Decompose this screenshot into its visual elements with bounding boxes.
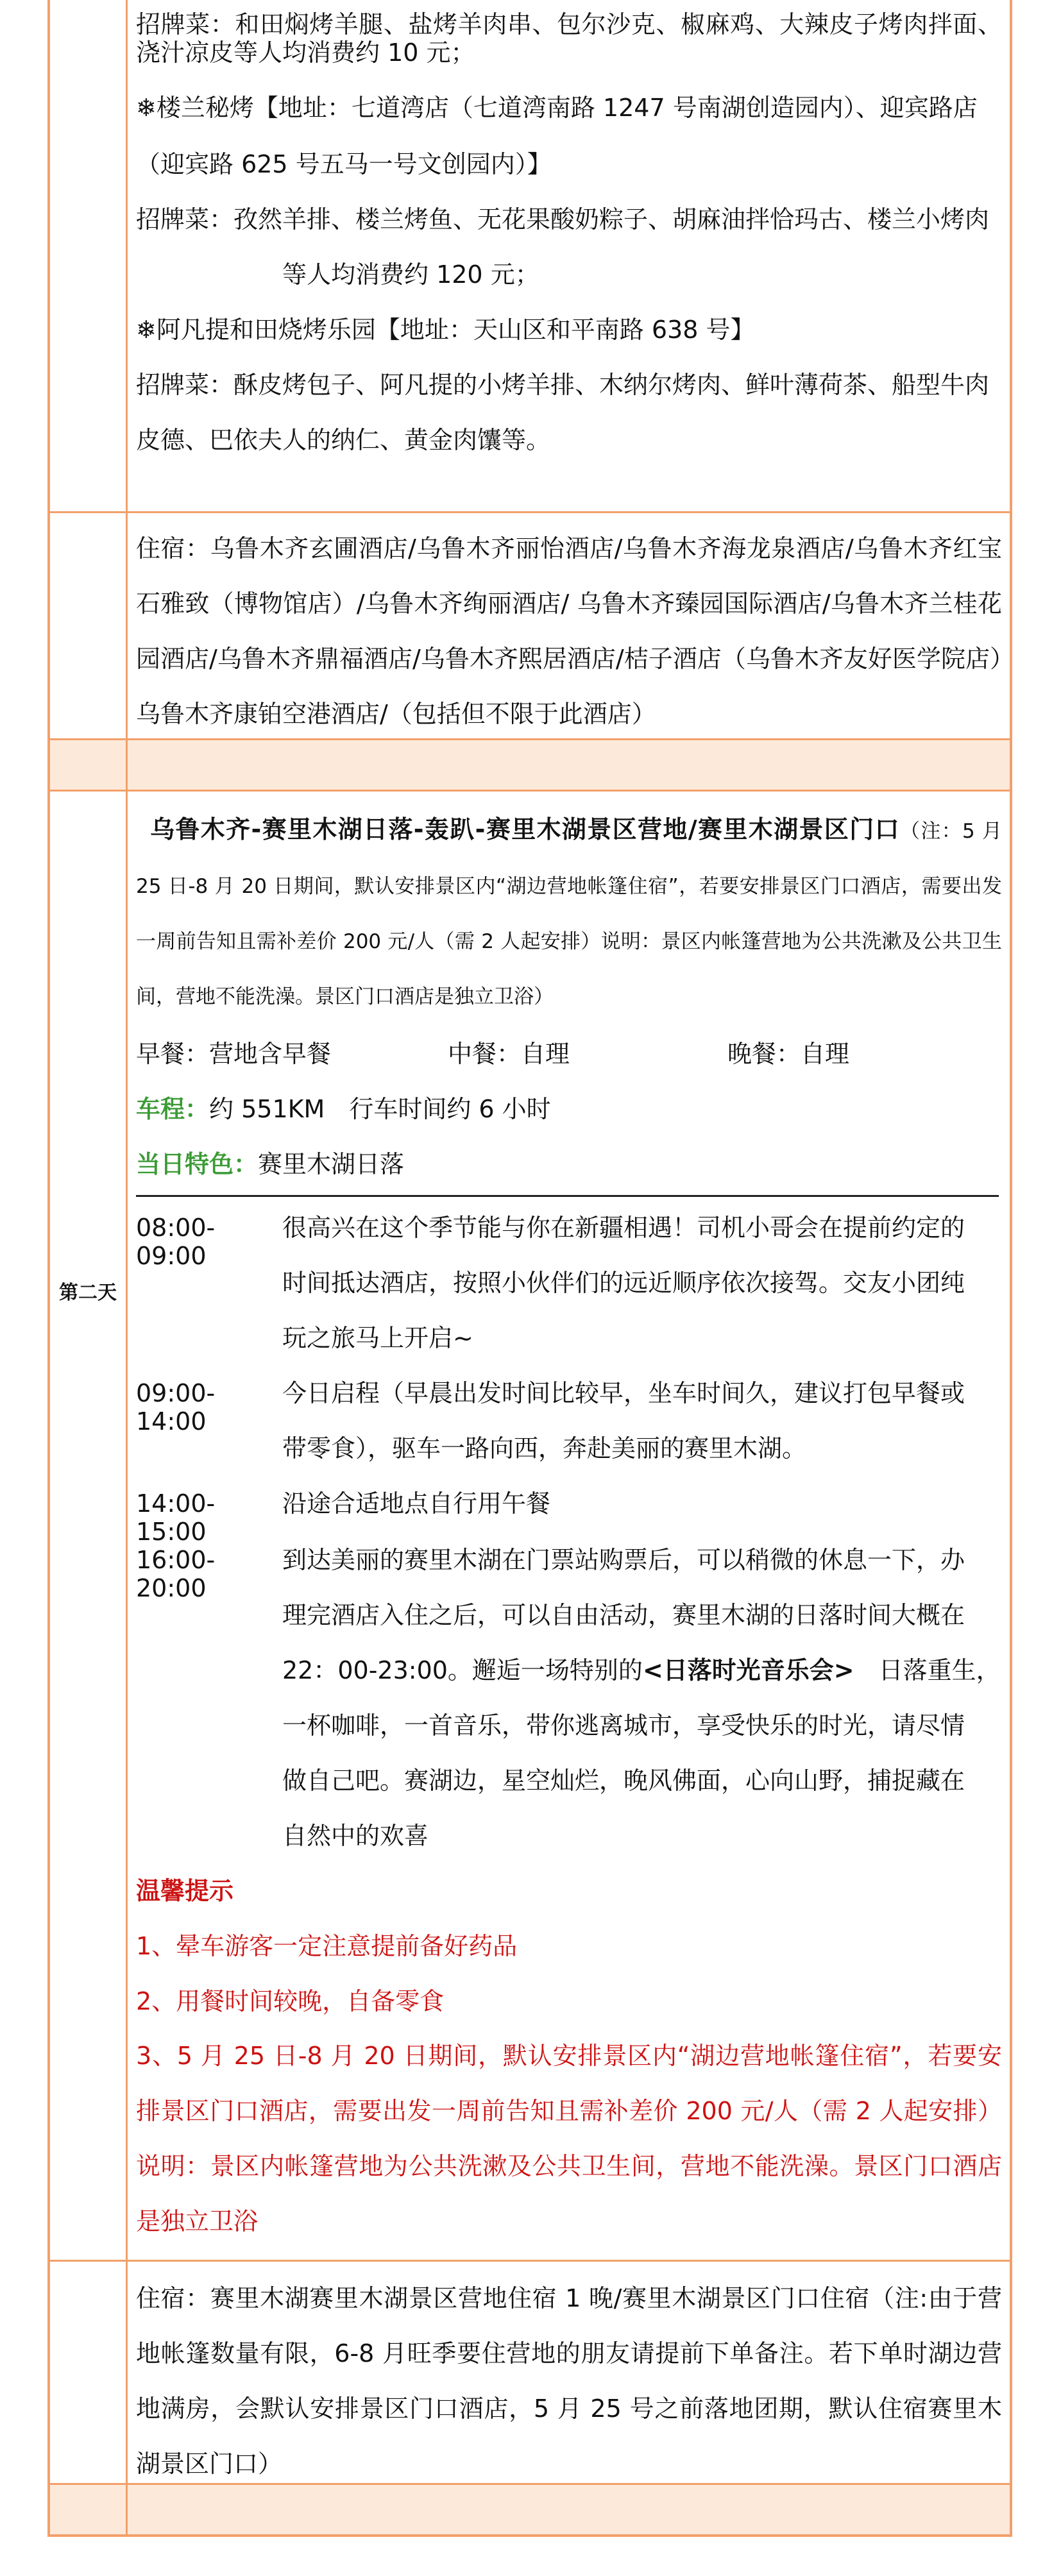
- row-divider: [47, 790, 1012, 792]
- previous-day-restaurants: [136, 10, 1002, 481]
- sunset-time-text: 22：00-23:00。邂逅一场特别的: [282, 1656, 643, 1684]
- highlight-row: [136, 1150, 1002, 1178]
- row-divider: [47, 511, 1012, 513]
- highlight-label: 当日特色：: [136, 1150, 259, 1178]
- day2-hotel: [136, 2271, 1002, 2491]
- timeline-line: 玩之旅马上开启~: [282, 1324, 473, 1352]
- timeline-line-concert: [282, 1656, 1002, 1684]
- timeline-line: 很高兴在这个季节能与你在新疆相遇！司机小哥会在提前约定的: [282, 1214, 965, 1242]
- timeline-time: 08:00-09:00: [136, 1214, 216, 1270]
- table-column-divider-overlay: [126, 0, 128, 2537]
- day2-hotel-text: 住宿：赛里木湖赛里木湖景区营地住宿 1 晚/赛里木湖景区门口住宿（注:由于营地帐篷数量有限，6-8 月旺季要住营地的朋友请提前下单备注。若下单时湖边营地满房，会默认安排景区门口酒店，5 月 25 号之前落地团期，默认住宿赛里木湖景区门口）: [136, 2284, 1002, 2478]
- day2-itinerary: [136, 802, 1002, 2276]
- breakfast: 早餐：营地含早餐: [136, 1040, 332, 1068]
- timeline-line: 时间抵达酒店，按照小伙伴们的远近顺序依次接驾。交友小团纯: [282, 1269, 965, 1297]
- timeline-line: 做自己吧。赛湖边，星空灿烂，晚风佛面，心向山野，捕捉藏在: [282, 1767, 965, 1795]
- route-title: 乌鲁木齐-赛里木湖日落-轰趴-赛里木湖景区营地/赛里木湖景区门口: [150, 815, 900, 843]
- route-block: [136, 802, 1002, 1024]
- timeline-item: [136, 1379, 1002, 1489]
- tips-title: 温馨提示: [136, 1877, 234, 1905]
- concert-name: <日落时光音乐会>: [642, 1656, 854, 1684]
- timeline-line: 一杯咖啡，一首音乐，带你逃离城市，享受快乐的时光，请尽情: [282, 1711, 965, 1740]
- timeline-line: 到达美丽的赛里木湖在门票站购票后，可以稍微的休息一下，办: [282, 1546, 965, 1574]
- separator-row: [50, 740, 1010, 790]
- highlight-value: 赛里木湖日落: [258, 1150, 405, 1178]
- distance-row: [136, 1095, 1002, 1123]
- sunset-rebirth-text: 日落重生，: [854, 1656, 1001, 1684]
- dinner: 晚餐：自理: [727, 1040, 850, 1068]
- lunch: 中餐：自理: [448, 1040, 570, 1068]
- specialty-dishes-2b: 等人均消费约 120 元；: [282, 260, 539, 289]
- timeline-item: [136, 1214, 1002, 1379]
- timeline-line: 理完酒店入住之后，可以自由活动，赛里木湖的日落时间大概在: [282, 1601, 965, 1629]
- tip-1: 1、晕车游客一定注意提前备好药品: [136, 1932, 518, 1960]
- specialty-dishes-3b: 皮德、巴依夫人的纳仁、黄金肉馕等。: [136, 426, 551, 454]
- restaurant-afanti: ❄阿凡提和田烧烤乐园【地址：天山区和平南路 638 号】: [136, 316, 755, 344]
- timeline-time: 14:00-15:00: [136, 1489, 216, 1546]
- timeline-time: 16:00-20:00: [136, 1546, 216, 1602]
- timeline-item: [136, 1546, 1002, 1877]
- distance-value: 约 551KM 行车时间约 6 小时: [209, 1095, 551, 1123]
- route-note: （注：5 月 25 日-8 月 20 日期间，默认安排景区内“湖边营地帐篷住宿”，若要安排景区门口酒店，需要出发一周前告知且需补差价 200 元/人（需 2 人起安排）说明：景区内帐篷营地为公共洗漱及公共卫生间，营地不能洗澡。景区门口酒店是独立卫浴）: [136, 820, 1002, 1008]
- timeline-line: 自然中的欢喜: [282, 1822, 429, 1850]
- restaurant-loulan-address-1: ❄楼兰秘烤【地址：七道湾店（七道湾南路 1247 号南湖创造园内）、迎宾路店: [136, 94, 978, 122]
- specialty-dishes-3a: 招牌菜：酥皮烤包子、阿凡提的小烤羊排、木纳尔烤肉、鲜叶薄荷茶、船型牛肉: [136, 371, 990, 399]
- restaurant-loulan-address-2: （迎宾路 625 号五马一号文创园内）】: [136, 150, 552, 178]
- timeline-time: 09:00-14:00: [136, 1379, 216, 1436]
- tip-3: 3、5 月 25 日-8 月 20 日期间，默认安排景区内“湖边营地帐篷住宿”，若要安排景区门口酒店，需要出发一周前告知且需补差价 200 元/人（需 2 人起安排）说明：景区内帐篷营地为公共洗漱及公共卫生间，营地不能洗澡。景区门口酒店是独立卫浴: [136, 2042, 1002, 2235]
- timeline-line: 沿途合适地点自行用午餐: [282, 1489, 551, 1518]
- tip-2: 2、用餐时间较晚，自备零食: [136, 1987, 445, 2015]
- distance-label: 车程：: [136, 1095, 210, 1123]
- specialty-dishes-2a: 招牌菜：孜然羊排、楼兰烤鱼、无花果酸奶粽子、胡麻油拌恰玛古、楼兰小烤肉: [136, 205, 990, 233]
- timeline-line: 今日启程（早晨出发时间比较早，坐车时间久，建议打包早餐或: [282, 1379, 965, 1407]
- separator-row: [50, 2485, 1010, 2534]
- section-divider: [136, 1195, 999, 1197]
- hotel-list: 住宿：乌鲁木齐玄圃酒店/乌鲁木齐丽怡酒店/乌鲁木齐海龙泉酒店/乌鲁木齐红宝石雅致（博物馆店）/乌鲁木齐绚丽酒店/ 乌鲁木齐臻园国际酒店/乌鲁木齐兰桂花园酒店/乌鲁木齐鼎福酒店/乌鲁木齐熙居酒店/桔子酒店（乌鲁木齐友好医学院店）乌鲁木齐康铂空港酒店/（包括但不限于此酒店）: [136, 534, 1002, 728]
- timeline-line: 带零食），驱车一路向西，奔赴美丽的赛里木湖。: [282, 1434, 807, 1462]
- meals-row: [136, 1040, 1002, 1068]
- specialty-dishes-1: 招牌菜：和田焖烤羊腿、盐烤羊肉串、包尔沙克、椒麻鸡、大辣皮子烤肉拌面、浇汁凉皮等人均消费约 10 元；: [136, 10, 1002, 67]
- day-label: 第二天: [59, 1282, 117, 1304]
- timeline-item: [136, 1489, 1002, 1546]
- previous-day-hotel: [136, 521, 1002, 741]
